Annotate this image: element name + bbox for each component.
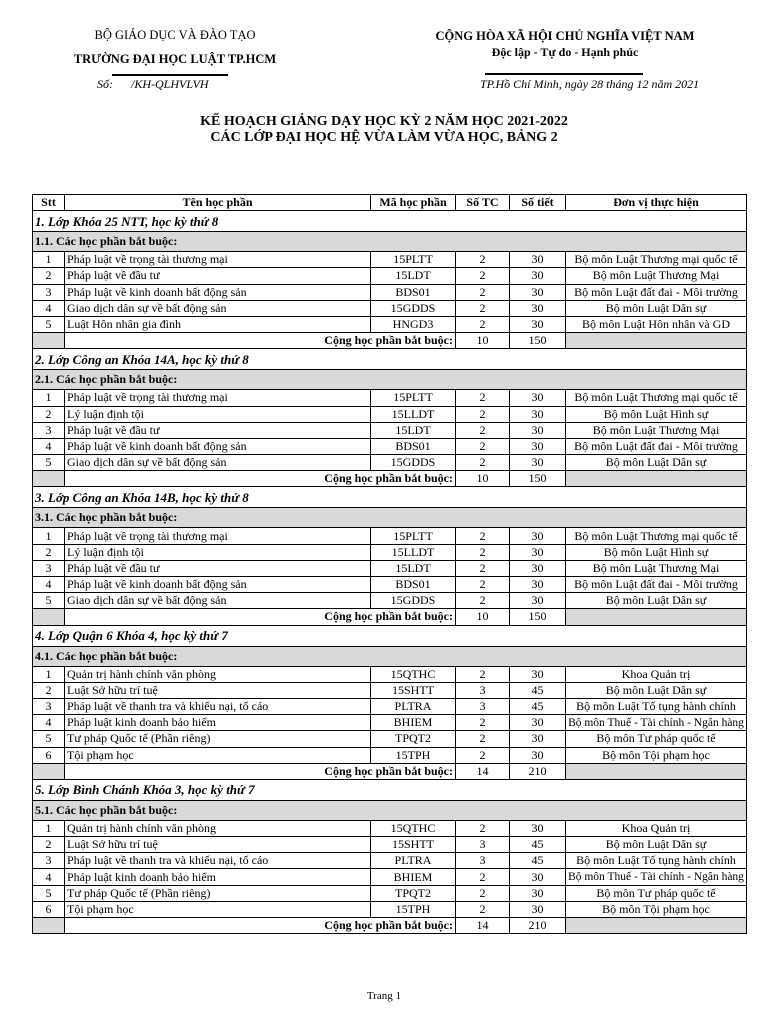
row-credits: 2 bbox=[456, 885, 510, 901]
row-unit: Bộ môn Luật Thương mại quốc tế bbox=[566, 252, 747, 268]
row-course-name: Pháp luật về trọng tài thương mại bbox=[65, 390, 371, 406]
row-unit: Khoa Quản trị bbox=[566, 666, 747, 682]
table-row bbox=[33, 853, 747, 869]
total-label: Cộng học phần bắt buộc: bbox=[65, 333, 456, 349]
row-course-code: 15PLTT bbox=[371, 252, 456, 268]
row-course-name: Quản trị hành chính văn phòng bbox=[65, 820, 371, 836]
section-title: 5. Lớp Bình Chánh Khóa 3, học kỳ thứ 7 bbox=[33, 779, 747, 800]
row-periods: 30 bbox=[510, 268, 566, 284]
row-credits: 2 bbox=[456, 560, 510, 576]
document-title: KẾ HOẠCH GIẢNG DẠY HỌC KỲ 2 NĂM HỌC 2021-2022 bbox=[200, 114, 568, 129]
row-course-name: Lý luận định tội bbox=[65, 544, 371, 560]
row-course-name: Tư pháp Quốc tế (Phần riêng) bbox=[65, 885, 371, 901]
row-credits: 3 bbox=[456, 682, 510, 698]
total-label: Cộng học phần bắt buộc: bbox=[65, 609, 456, 625]
row-credits: 2 bbox=[456, 544, 510, 560]
row-credits: 2 bbox=[456, 869, 510, 885]
row-unit: Bộ môn Luật đất đai - Môi trường bbox=[566, 577, 747, 593]
row-unit: Bộ môn Tư pháp quốc tế bbox=[566, 885, 747, 901]
row-course-name: Tội phạm học bbox=[65, 901, 371, 917]
row-course-code: TPQT2 bbox=[371, 885, 456, 901]
row-course-name: Lý luận định tội bbox=[65, 406, 371, 422]
total-credits: 10 bbox=[456, 471, 510, 487]
row-course-code: BDS01 bbox=[371, 284, 456, 300]
section-title: 4. Lớp Quận 6 Khóa 4, học kỳ thứ 7 bbox=[33, 625, 747, 646]
column-header: Số TC bbox=[456, 195, 510, 211]
row-periods: 30 bbox=[510, 593, 566, 609]
row-course-name: Pháp luật về trọng tài thương mại bbox=[65, 252, 371, 268]
total-periods: 150 bbox=[510, 333, 566, 349]
row-stt: 1 bbox=[33, 666, 65, 682]
row-periods: 30 bbox=[510, 577, 566, 593]
row-stt: 2 bbox=[33, 544, 65, 560]
row-periods: 30 bbox=[510, 390, 566, 406]
row-periods: 30 bbox=[510, 715, 566, 731]
row-periods: 30 bbox=[510, 731, 566, 747]
course-plan-table bbox=[32, 194, 747, 934]
total-periods: 210 bbox=[510, 918, 566, 934]
row-stt: 4 bbox=[33, 577, 65, 593]
row-unit: Bộ môn Luật đất đai - Môi trường bbox=[566, 284, 747, 300]
total-unit-blank bbox=[566, 763, 747, 779]
row-course-code: 15GDDS bbox=[371, 300, 456, 316]
row-stt: 4 bbox=[33, 715, 65, 731]
row-stt: 3 bbox=[33, 698, 65, 714]
row-course-code: 15TPH bbox=[371, 747, 456, 763]
subsection-title-row bbox=[33, 646, 747, 666]
row-unit: Bộ môn Thuế - Tài chính - Ngân hàng bbox=[566, 869, 747, 885]
row-periods: 30 bbox=[510, 455, 566, 471]
row-stt: 5 bbox=[33, 885, 65, 901]
section-title-row bbox=[33, 211, 747, 232]
row-unit: Bộ môn Luật Hôn nhân và GD bbox=[566, 316, 747, 332]
table-row bbox=[33, 885, 747, 901]
row-course-name: Pháp luật về kinh doanh bất động sản bbox=[65, 284, 371, 300]
table-row bbox=[33, 544, 747, 560]
table-header-row bbox=[33, 195, 747, 211]
total-unit-blank bbox=[566, 333, 747, 349]
row-stt: 4 bbox=[33, 438, 65, 454]
table-row bbox=[33, 406, 747, 422]
row-credits: 2 bbox=[456, 316, 510, 332]
total-row bbox=[33, 333, 747, 349]
row-course-name: Pháp luật về đầu tư bbox=[65, 560, 371, 576]
total-credits: 14 bbox=[456, 763, 510, 779]
table-row bbox=[33, 731, 747, 747]
table-row bbox=[33, 284, 747, 300]
row-credits: 2 bbox=[456, 528, 510, 544]
row-credits: 2 bbox=[456, 300, 510, 316]
row-course-name: Quản trị hành chính văn phòng bbox=[65, 666, 371, 682]
column-header: Đơn vị thực hiện bbox=[566, 195, 747, 211]
row-unit: Bộ môn Luật đất đai - Môi trường bbox=[566, 438, 747, 454]
issuer-block bbox=[40, 28, 310, 67]
row-course-name: Pháp luật về thanh tra và khiếu nại, tố cáo bbox=[65, 698, 371, 714]
national-motto: Độc lập - Tự do - Hạnh phúc bbox=[491, 45, 639, 59]
row-course-name: Pháp luật về thanh tra và khiếu nại, tố cáo bbox=[65, 853, 371, 869]
row-stt: 1 bbox=[33, 820, 65, 836]
table-row bbox=[33, 837, 747, 853]
row-unit: Bộ môn Luật Dân sự bbox=[566, 455, 747, 471]
row-periods: 30 bbox=[510, 300, 566, 316]
row-periods: 30 bbox=[510, 544, 566, 560]
row-stt: 1 bbox=[33, 252, 65, 268]
total-periods: 150 bbox=[510, 609, 566, 625]
table-row bbox=[33, 438, 747, 454]
row-periods: 30 bbox=[510, 869, 566, 885]
row-course-code: 15SHTT bbox=[371, 682, 456, 698]
row-periods: 45 bbox=[510, 698, 566, 714]
row-unit: Bộ môn Luật Dân sự bbox=[566, 682, 747, 698]
row-unit: Bộ môn Luật Thương Mại bbox=[566, 560, 747, 576]
section-title-row bbox=[33, 625, 747, 646]
row-unit: Bộ môn Luật Thương mại quốc tế bbox=[566, 528, 747, 544]
subsection-title-row bbox=[33, 370, 747, 390]
row-unit: Bộ môn Tội phạm học bbox=[566, 747, 747, 763]
table-row bbox=[33, 422, 747, 438]
row-periods: 30 bbox=[510, 422, 566, 438]
row-course-code: 15GDDS bbox=[371, 455, 456, 471]
row-unit: Bộ môn Thuế - Tài chính - Ngân hàng bbox=[566, 715, 747, 731]
row-credits: 2 bbox=[456, 268, 510, 284]
row-periods: 30 bbox=[510, 252, 566, 268]
row-credits: 3 bbox=[456, 698, 510, 714]
row-unit: Khoa Quản trị bbox=[566, 820, 747, 836]
table-row bbox=[33, 577, 747, 593]
table-row bbox=[33, 593, 747, 609]
section-title: 3. Lớp Công an Khóa 14B, học kỳ thứ 8 bbox=[33, 487, 747, 508]
table-row bbox=[33, 316, 747, 332]
row-course-code: BDS01 bbox=[371, 438, 456, 454]
subsection-title: 1.1. Các học phần bắt buộc: bbox=[33, 232, 747, 252]
row-course-code: 15TPH bbox=[371, 901, 456, 917]
total-unit-blank bbox=[566, 471, 747, 487]
university-name: TRƯỜNG ĐẠI HỌC LUẬT TP.HCM bbox=[73, 52, 277, 66]
table-row bbox=[33, 528, 747, 544]
row-periods: 30 bbox=[510, 885, 566, 901]
row-stt: 4 bbox=[33, 300, 65, 316]
row-unit: Bộ môn Luật Tố tụng hành chính bbox=[566, 853, 747, 869]
row-unit: Bộ môn Luật Hình sự bbox=[566, 544, 747, 560]
row-stt: 3 bbox=[33, 560, 65, 576]
row-stt: 3 bbox=[33, 284, 65, 300]
row-credits: 2 bbox=[456, 731, 510, 747]
page-number: Trang 1 bbox=[366, 990, 402, 1002]
column-header: Tên học phần bbox=[65, 195, 371, 211]
total-row bbox=[33, 609, 747, 625]
total-blank bbox=[33, 333, 65, 349]
row-course-name: Luật Sở hữu trí tuệ bbox=[65, 682, 371, 698]
row-course-code: PLTRA bbox=[371, 698, 456, 714]
row-course-code: TPQT2 bbox=[371, 731, 456, 747]
republic-name: CỘNG HÒA XÃ HỘI CHỦ NGHĨA VIỆT NAM bbox=[435, 29, 695, 43]
total-periods: 210 bbox=[510, 763, 566, 779]
row-course-code: 15LLDT bbox=[371, 544, 456, 560]
row-periods: 30 bbox=[510, 316, 566, 332]
row-course-name: Tội phạm học bbox=[65, 747, 371, 763]
table-row bbox=[33, 682, 747, 698]
row-credits: 2 bbox=[456, 406, 510, 422]
total-row bbox=[33, 471, 747, 487]
row-stt: 1 bbox=[33, 528, 65, 544]
section-title-row bbox=[33, 779, 747, 800]
subsection-title: 2.1. Các học phần bắt buộc: bbox=[33, 370, 747, 390]
table-row bbox=[33, 747, 747, 763]
column-header: Stt bbox=[33, 195, 65, 211]
row-unit: Bộ môn Luật Thương Mại bbox=[566, 268, 747, 284]
row-course-name: Pháp luật về kinh doanh bất động sản bbox=[65, 438, 371, 454]
total-label: Cộng học phần bắt buộc: bbox=[65, 918, 456, 934]
issuer-underline bbox=[112, 74, 228, 76]
column-header: Số tiết bbox=[510, 195, 566, 211]
row-credits: 2 bbox=[456, 593, 510, 609]
row-course-name: Tư pháp Quốc tế (Phần riêng) bbox=[65, 731, 371, 747]
total-blank bbox=[33, 471, 65, 487]
row-course-name: Giao dịch dân sự về bất động sản bbox=[65, 455, 371, 471]
row-course-code: 15LLDT bbox=[371, 406, 456, 422]
row-periods: 30 bbox=[510, 284, 566, 300]
row-credits: 3 bbox=[456, 853, 510, 869]
row-unit: Bộ môn Luật Dân sự bbox=[566, 300, 747, 316]
row-credits: 2 bbox=[456, 901, 510, 917]
section-title: 2. Lớp Công an Khóa 14A, học kỳ thứ 8 bbox=[33, 349, 747, 370]
row-periods: 45 bbox=[510, 853, 566, 869]
row-course-code: 15QTHC bbox=[371, 666, 456, 682]
row-stt: 5 bbox=[33, 455, 65, 471]
row-periods: 30 bbox=[510, 406, 566, 422]
row-course-code: 15GDDS bbox=[371, 593, 456, 609]
row-course-code: 15PLTT bbox=[371, 390, 456, 406]
row-credits: 2 bbox=[456, 438, 510, 454]
row-course-code: HNGD3 bbox=[371, 316, 456, 332]
table-row bbox=[33, 560, 747, 576]
total-credits: 14 bbox=[456, 918, 510, 934]
row-unit: Bộ môn Luật Hình sự bbox=[566, 406, 747, 422]
row-stt: 6 bbox=[33, 901, 65, 917]
row-credits: 2 bbox=[456, 284, 510, 300]
row-unit: Bộ môn Luật Thương Mại bbox=[566, 422, 747, 438]
row-unit: Bộ môn Luật Dân sự bbox=[566, 837, 747, 853]
row-periods: 45 bbox=[510, 682, 566, 698]
row-unit: Bộ môn Luật Thương mại quốc tế bbox=[566, 390, 747, 406]
row-course-code: BDS01 bbox=[371, 577, 456, 593]
row-course-name: Pháp luật kinh doanh bảo hiểm bbox=[65, 715, 371, 731]
subsection-title-row bbox=[33, 508, 747, 528]
row-unit: Bộ môn Tội phạm học bbox=[566, 901, 747, 917]
row-course-code: 15LDT bbox=[371, 268, 456, 284]
row-unit: Bộ môn Luật Dân sự bbox=[566, 593, 747, 609]
place-date: TP.Hồ Chí Minh, ngày 28 tháng 12 năm 2021 bbox=[480, 77, 700, 91]
document-subtitle: CÁC LỚP ĐẠI HỌC HỆ VỪA LÀM VỪA HỌC, BẢNG 2 bbox=[210, 130, 558, 145]
row-credits: 2 bbox=[456, 422, 510, 438]
total-periods: 150 bbox=[510, 471, 566, 487]
row-periods: 30 bbox=[510, 438, 566, 454]
row-course-name: Luật Sở hữu trí tuệ bbox=[65, 837, 371, 853]
row-course-name: Pháp luật về kinh doanh bất động sản bbox=[65, 577, 371, 593]
row-stt: 2 bbox=[33, 837, 65, 853]
table-row bbox=[33, 901, 747, 917]
table-row bbox=[33, 455, 747, 471]
row-stt: 5 bbox=[33, 731, 65, 747]
total-label: Cộng học phần bắt buộc: bbox=[65, 763, 456, 779]
row-credits: 2 bbox=[456, 390, 510, 406]
table-row bbox=[33, 666, 747, 682]
row-course-name: Pháp luật về đầu tư bbox=[65, 422, 371, 438]
row-stt: 2 bbox=[33, 682, 65, 698]
document-number bbox=[97, 77, 209, 92]
row-unit: Bộ môn Luật Tố tụng hành chính bbox=[566, 698, 747, 714]
row-course-name: Pháp luật về trọng tài thương mại bbox=[65, 528, 371, 544]
row-course-code: 15QTHC bbox=[371, 820, 456, 836]
row-credits: 2 bbox=[456, 577, 510, 593]
row-stt: 3 bbox=[33, 422, 65, 438]
section-title-row bbox=[33, 349, 747, 370]
row-stt: 6 bbox=[33, 747, 65, 763]
row-stt: 5 bbox=[33, 593, 65, 609]
subsection-title: 3.1. Các học phần bắt buộc: bbox=[33, 508, 747, 528]
total-row bbox=[33, 763, 747, 779]
row-stt: 3 bbox=[33, 853, 65, 869]
row-stt: 1 bbox=[33, 390, 65, 406]
section-title-row bbox=[33, 487, 747, 508]
row-stt: 2 bbox=[33, 406, 65, 422]
row-stt: 2 bbox=[33, 268, 65, 284]
row-credits: 3 bbox=[456, 837, 510, 853]
row-course-name: Pháp luật về đầu tư bbox=[65, 268, 371, 284]
table-row bbox=[33, 820, 747, 836]
row-course-name: Pháp luật kinh doanh bảo hiểm bbox=[65, 869, 371, 885]
row-credits: 2 bbox=[456, 820, 510, 836]
total-blank bbox=[33, 609, 65, 625]
row-stt: 4 bbox=[33, 869, 65, 885]
table-row bbox=[33, 698, 747, 714]
row-periods: 30 bbox=[510, 666, 566, 682]
total-credits: 10 bbox=[456, 609, 510, 625]
row-periods: 30 bbox=[510, 747, 566, 763]
subsection-title: 5.1. Các học phần bắt buộc: bbox=[33, 800, 747, 820]
row-course-code: BHIEM bbox=[371, 869, 456, 885]
total-unit-blank bbox=[566, 918, 747, 934]
table-row bbox=[33, 869, 747, 885]
document-number-value: /KH-QLHVLVH bbox=[131, 77, 209, 91]
motto-underline bbox=[485, 73, 643, 75]
table-row bbox=[33, 300, 747, 316]
total-row bbox=[33, 918, 747, 934]
row-course-name: Luật Hôn nhân gia đình bbox=[65, 316, 371, 332]
row-stt: 5 bbox=[33, 316, 65, 332]
total-label: Cộng học phần bắt buộc: bbox=[65, 471, 456, 487]
table-row bbox=[33, 252, 747, 268]
national-header bbox=[415, 29, 715, 60]
total-credits: 10 bbox=[456, 333, 510, 349]
subsection-title-row bbox=[33, 800, 747, 820]
row-course-code: 15PLTT bbox=[371, 528, 456, 544]
row-credits: 2 bbox=[456, 747, 510, 763]
table-row bbox=[33, 268, 747, 284]
row-unit: Bộ môn Tư pháp quốc tế bbox=[566, 731, 747, 747]
document-number-label: Số: bbox=[97, 77, 113, 91]
total-blank bbox=[33, 763, 65, 779]
row-periods: 45 bbox=[510, 837, 566, 853]
row-course-name: Giao dịch dân sự về bất động sản bbox=[65, 300, 371, 316]
row-credits: 2 bbox=[456, 715, 510, 731]
ministry-name: BỘ GIÁO DỤC VÀ ĐÀO TẠO bbox=[94, 28, 256, 42]
row-periods: 30 bbox=[510, 528, 566, 544]
row-credits: 2 bbox=[456, 455, 510, 471]
table-row bbox=[33, 715, 747, 731]
section-title: 1. Lớp Khóa 25 NTT, học kỳ thứ 8 bbox=[33, 211, 747, 232]
row-credits: 2 bbox=[456, 252, 510, 268]
row-course-code: 15SHTT bbox=[371, 837, 456, 853]
row-course-name: Giao dịch dân sự về bất động sản bbox=[65, 593, 371, 609]
row-course-code: 15LDT bbox=[371, 560, 456, 576]
total-blank bbox=[33, 918, 65, 934]
total-unit-blank bbox=[566, 609, 747, 625]
row-course-code: PLTRA bbox=[371, 853, 456, 869]
table-row bbox=[33, 390, 747, 406]
subsection-title: 4.1. Các học phần bắt buộc: bbox=[33, 646, 747, 666]
subsection-title-row bbox=[33, 232, 747, 252]
row-course-code: 15LDT bbox=[371, 422, 456, 438]
row-periods: 30 bbox=[510, 901, 566, 917]
row-periods: 30 bbox=[510, 820, 566, 836]
row-credits: 2 bbox=[456, 666, 510, 682]
row-course-code: BHIEM bbox=[371, 715, 456, 731]
column-header: Mã học phần bbox=[371, 195, 456, 211]
row-periods: 30 bbox=[510, 560, 566, 576]
